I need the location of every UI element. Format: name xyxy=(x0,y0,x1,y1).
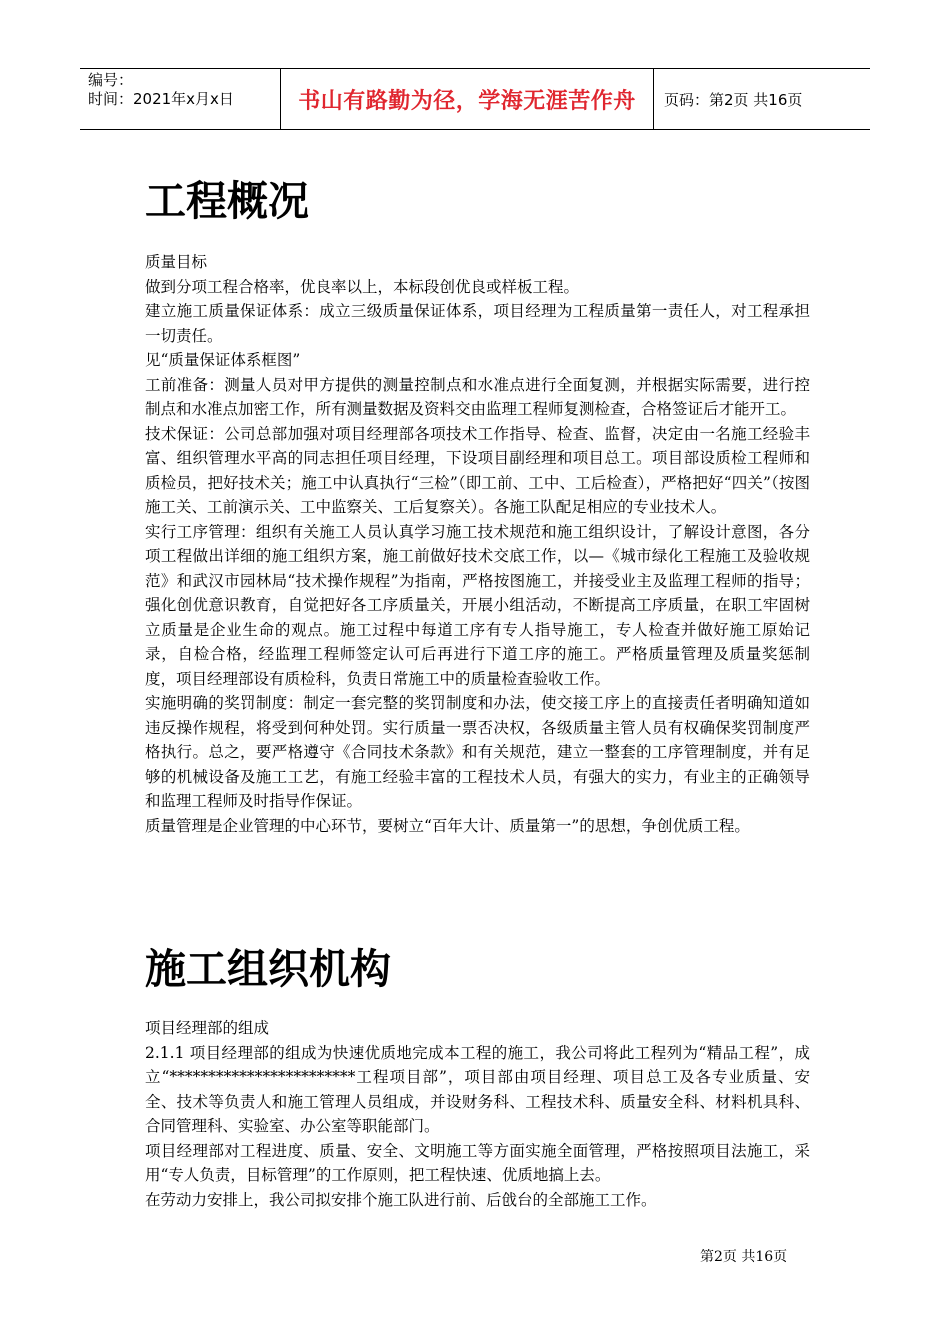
section-organization xyxy=(145,944,810,994)
paragraph: 见“质量保证体系框图” xyxy=(145,351,301,369)
paragraph: 质量管理是企业管理的中心环节，要树立“百年大计、质量第一”的思想，争创优质工程。 xyxy=(145,816,750,835)
section-overview-body xyxy=(145,250,810,838)
page-header xyxy=(80,68,870,130)
paragraph: 建立施工质量保证体系：成立三级质量保证体系，项目经理为工程质量第一责任人，对工程承担一切责任。 xyxy=(145,302,810,345)
section-title: 施工组织机构 xyxy=(145,945,391,993)
paragraph: 工前准备：测量人员对甲方提供的测量控制点和水准点进行全面复测，并根据实际需要，进行控制点和水准点加密工作，所有测量数据及资料交由监理工程师复测检查，合格签证后才能开工。 xyxy=(145,375,810,418)
paragraph: 技术保证：公司总部加强对项目经理部各项技术工作指导、检查、监督，决定由一名施工经验丰富、组织管理水平高的同志担任项目经理，下设项目副经理和项目总工。项目部设质检工程师和质检员，把好技术关；施工中认真执行“三检”（即工前、工中、工后检查），严格把好“四关”（按图施工关、工前演示关、工中监察关、工后复察关）。各施工队配足相应的专业技术人。 xyxy=(145,424,810,516)
section-overview xyxy=(145,176,810,226)
paragraph: 做到分项工程合格率，优良率以上，本标段创优良或样板工程。 xyxy=(145,277,580,296)
header-meta xyxy=(80,69,281,129)
paragraph: 实施明确的奖罚制度：制定一套完整的奖罚制度和办法，使交接工序上的直接责任者明确知道如违反操作规程，将受到何种处罚。实行质量一票否决权，各级质量主管人员有权确保奖罚制度严格执行。总之，要严格遵守《合同技术条款》和有关规范，建立一整套的工序管理制度，并有足够的机械设备及施工工艺，有施工经验丰富的工程技术人员，有强大的实力，有业主的正确领导和监理工程师及时指导作保证。 xyxy=(145,694,810,810)
document-time-label: 时间：2021年x月x日 xyxy=(88,90,234,108)
paragraph: 项目经理部的组成 xyxy=(145,1019,270,1037)
section-organization-body xyxy=(145,1016,810,1212)
header-motto: 书山有路勤为径，学海无涯苦作舟 xyxy=(281,69,654,129)
header-page-number: 页码：第2页 共16页 xyxy=(664,90,803,109)
paragraph: 质量目标 xyxy=(145,253,208,271)
page-footer: 第2页 共16页 xyxy=(700,1249,788,1265)
paragraph: 项目经理部对工程进度、质量、安全、文明施工等方面实施全面管理，严格按照项目法施工，采用“专人负责，目标管理”的工作原则，把工程快速、优质地搞上去。 xyxy=(145,1141,810,1184)
paragraph: 在劳动力安排上，我公司拟安排个施工队进行前、后戗台的全部施工工作。 xyxy=(145,1190,657,1209)
document-number-label: 编号： xyxy=(88,71,134,89)
section-title: 工程概况 xyxy=(145,177,309,225)
paragraph: 2.1.1 项目经理部的组成为快速优质地完成本工程的施工，我公司将此工程列为“精品工程”，成立“************************工程项目部”，项目部由项目经理、项目总工及各专业质量、安全、技术等负责人和施工管理人员组成，并设财务科、工程技术科、质量安全科、材料机具科、合同管理科、实验室、办公室等职能部门。 xyxy=(145,1043,810,1135)
paragraph: 实行工序管理：组织有关施工人员认真学习施工技术规范和施工组织设计，了解设计意图，各分项工程做出详细的施工组织方案，施工前做好技术交底工作，以—《城市绿化工程施工及验收规范》和武汉市园林局“技术操作规程”为指南，严格按图施工，并接受业主及监理工程师的指导；强化创优意识教育，自觉把好各工序质量关，开展小组活动，不断提高工序质量，在职工牢固树立质量是企业生命的观点。施工过程中每道工序有专人指导施工，专人检查并做好施工原始记录，自检合格，经监理工程师签定认可后再进行下道工序的施工。严格质量管理及质量奖惩制度，项目经理部设有质检科，负责日常施工中的质量检查验收工作。 xyxy=(145,522,810,688)
